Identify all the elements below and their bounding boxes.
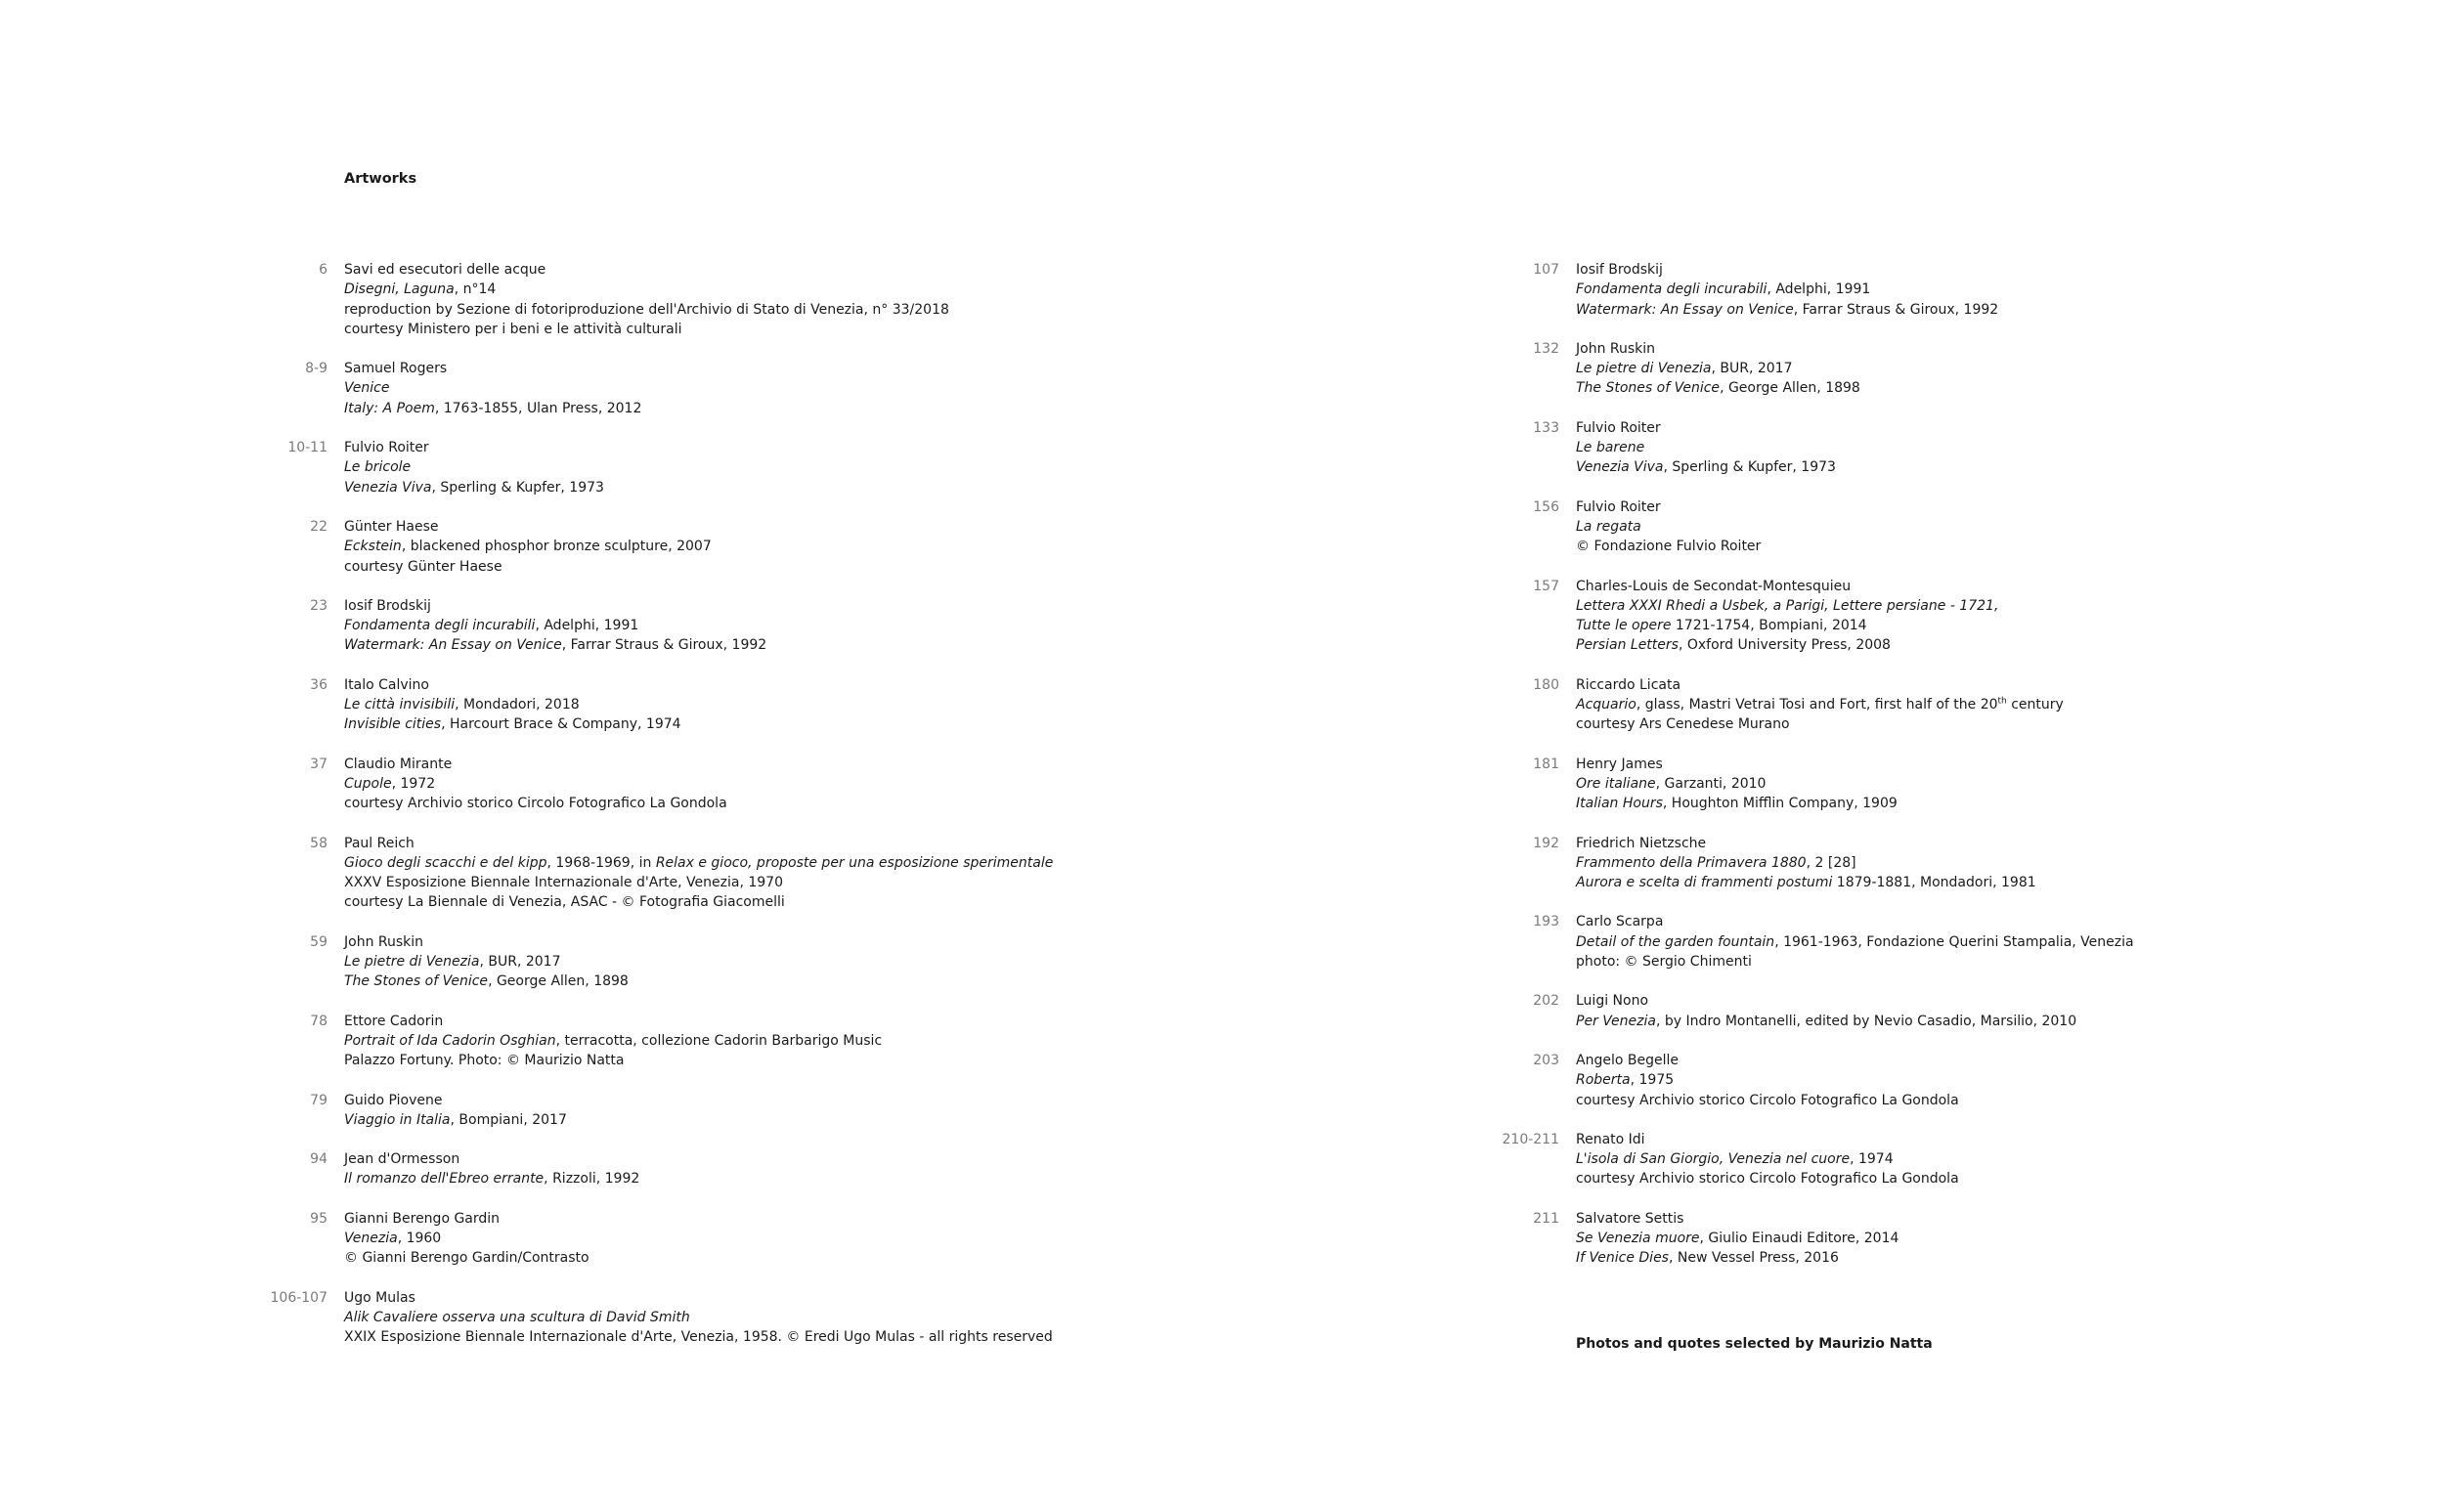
artwork-detail [1576, 932, 2134, 952]
text-segment: , Farrar Straus & Giroux, 1992 [561, 637, 767, 654]
artwork-entry [310, 517, 1053, 577]
artist-name [344, 834, 1053, 853]
artwork-detail [1576, 794, 2134, 813]
artwork-detail [344, 1110, 1053, 1130]
text-segment: photo: © Sergio Chimenti [1576, 954, 1752, 971]
artwork-entry [1502, 1130, 2134, 1189]
text-segment: , n°14 [454, 281, 497, 298]
artwork-detail [1576, 537, 2134, 556]
text-segment: , George Allen, 1898 [1720, 380, 1860, 397]
work-title: Persian Letters [1576, 637, 1679, 654]
artist-name [344, 1209, 1053, 1229]
artwork-detail [344, 616, 1053, 635]
text-segment: Friedrich Nietzsche [1576, 835, 1707, 851]
artist-name [344, 1149, 1053, 1169]
text-segment: Renato Idi [1576, 1131, 1645, 1147]
artist-name [1576, 755, 2134, 774]
artist-name [344, 1288, 1053, 1308]
work-title: Fondamenta degli incurabili [1576, 281, 1768, 298]
page-number: 94 [310, 1151, 327, 1168]
text-segment: , Farrar Straus & Giroux, 1992 [1793, 301, 1999, 318]
text-segment: John Ruskin [344, 933, 424, 950]
text-segment: Fulvio Roiter [1576, 498, 1661, 515]
work-title: If Venice Dies [1576, 1250, 1669, 1267]
text-segment: , Sperling & Kupfer, 1973 [1663, 459, 1836, 476]
work-title: Acquario [1576, 697, 1637, 713]
artwork-detail [344, 892, 1053, 912]
text-segment: , 1961-1963, Fondazione Querini Stampalia, Venezia [1774, 933, 2134, 950]
work-title: Le pietre di Venezia [1576, 361, 1712, 377]
artist-name [344, 359, 1053, 378]
text-segment: John Ruskin [1576, 340, 1656, 357]
page-number: 193 [1533, 914, 1559, 930]
artwork-detail [344, 952, 1053, 972]
artwork-detail [1576, 853, 2134, 873]
work-title: Cupole [344, 775, 392, 792]
artwork-detail [1576, 873, 2134, 892]
artwork-detail [344, 714, 1053, 734]
text-segment: , Mondadori, 2018 [455, 697, 580, 713]
page-number: 95 [310, 1210, 327, 1227]
work-title: Eckstein [344, 539, 402, 555]
artwork-entry [1533, 834, 2134, 893]
text-segment: Iosif Brodskij [1576, 262, 1663, 278]
work-title: Viaggio in Italia [344, 1111, 451, 1128]
artwork-detail [344, 1229, 1053, 1248]
artist-name [1576, 260, 2134, 280]
text-segment: XXXV Esposizione Biennale Internazionale d'Arte, Venezia, 1970 [344, 875, 783, 891]
artwork-detail [344, 378, 1053, 398]
page-title: Artworks [344, 171, 417, 187]
artwork-detail [344, 478, 1053, 497]
text-segment: courtesy Ars Cenedese Murano [1576, 716, 1790, 733]
text-segment: Ettore Cadorin [344, 1013, 444, 1029]
artwork-detail [344, 399, 1053, 418]
page-number: 133 [1533, 419, 1559, 436]
artwork-detail [344, 1169, 1053, 1188]
work-title: Per Venezia [1576, 1013, 1656, 1029]
artwork-entry [270, 1288, 1053, 1348]
text-segment: , New Vessel Press, 2016 [1668, 1250, 1839, 1267]
artwork-detail [1576, 1149, 2134, 1169]
text-segment: Luigi Nono [1576, 993, 1649, 1010]
text-segment: , terracotta, collezione Cadorin Barbarigo Music [555, 1032, 883, 1049]
artwork-entry [1533, 497, 2134, 557]
artwork-detail [1576, 300, 2134, 320]
text-segment: Fulvio Roiter [1576, 419, 1661, 436]
page-number: 36 [310, 676, 327, 693]
artworks-column-right [1502, 260, 2134, 1288]
text-segment: , 1960 [397, 1230, 442, 1246]
text-segment: , Houghton Mifflin Company, 1909 [1662, 796, 1898, 812]
text-segment: Jean d'Ormesson [344, 1151, 460, 1168]
work-title: Relax e gioco, proposte per una esposizione sperimentale [655, 854, 1054, 871]
page-number: 8-9 [305, 361, 327, 377]
page-number: 58 [310, 835, 327, 851]
work-title: Le bricole [344, 459, 412, 476]
work-title: Tutte le opere [1576, 618, 1672, 634]
text-segment: , 1975 [1630, 1072, 1675, 1089]
artwork-detail [1576, 1169, 2134, 1188]
work-title: Venezia Viva [344, 479, 432, 496]
work-title: Venice [344, 380, 390, 397]
text-segment: Charles-Louis de Secondat-Montesquieu [1576, 578, 1852, 594]
page-number: 59 [310, 933, 327, 950]
page-number: 22 [310, 518, 327, 535]
page-number: 157 [1533, 578, 1559, 594]
work-title: Disegni, Laguna [344, 281, 455, 298]
text-segment: reproduction by Sezione di fotoriproduzione dell'Archivio di Stato di Venezia, n° 33/2018 [344, 301, 949, 318]
artist-name [344, 1091, 1053, 1110]
page-number: 106-107 [270, 1289, 327, 1306]
artwork-entry [310, 596, 1053, 656]
text-segment: , Adelphi, 1991 [535, 618, 639, 634]
page-number: 78 [310, 1013, 327, 1029]
work-title: Invisible cities [344, 716, 442, 733]
artwork-detail [1576, 457, 2134, 477]
text-segment: , by Indro Montanelli, edited by Nevio Casadio, Marsilio, 2010 [1655, 1013, 2077, 1029]
work-title: Alik Cavaliere osserva una scultura di David Smith [344, 1309, 690, 1325]
page-number: 180 [1533, 676, 1559, 693]
text-segment: Paul Reich [344, 835, 415, 851]
work-title: Le pietre di Venezia [344, 954, 480, 971]
work-title: Italy: A Poem [344, 400, 435, 416]
text-segment: Fulvio Roiter [344, 440, 429, 456]
artwork-entry [305, 359, 1053, 418]
text-segment: , 1763-1855, Ulan Press, 2012 [434, 400, 642, 416]
work-title: Portrait of Ida Cadorin Osghian [344, 1032, 556, 1049]
artwork-entry [310, 1209, 1053, 1269]
text-segment: , glass, Mastri Vetrai Tosi and Fort, first half of the 20 [1636, 697, 1998, 713]
work-title: Se Venezia muore [1576, 1230, 1700, 1246]
artwork-detail [344, 1051, 1053, 1070]
text-segment: Carlo Scarpa [1576, 914, 1664, 930]
artwork-entry [1533, 260, 2134, 320]
text-segment: , BUR, 2017 [479, 954, 561, 971]
page-number: 79 [310, 1092, 327, 1108]
artwork-detail [344, 1031, 1053, 1051]
artist-name [344, 596, 1053, 616]
text-segment: © Gianni Berengo Gardin/Contrasto [344, 1250, 589, 1267]
page-number: 132 [1533, 340, 1559, 357]
artwork-entry [310, 755, 1053, 814]
text-segment: Henry James [1576, 756, 1663, 772]
work-title: Le città invisibili [344, 697, 456, 713]
text-segment: Iosif Brodskij [344, 597, 431, 614]
work-title: Watermark: An Essay on Venice [1576, 301, 1794, 318]
artwork-detail [344, 794, 1053, 813]
artwork-detail [1576, 1248, 2134, 1268]
text-segment: © Fondazione Fulvio Roiter [1576, 539, 1762, 555]
artist-name [344, 517, 1053, 537]
work-title: Fondamenta degli incurabili [344, 618, 536, 634]
artwork-detail [1576, 517, 2134, 537]
artwork-detail [344, 537, 1053, 556]
artwork-entry [1533, 675, 2134, 735]
artwork-detail [344, 695, 1053, 714]
work-title: Roberta [1576, 1072, 1631, 1089]
artwork-entry [310, 1012, 1053, 1071]
page-number: 156 [1533, 498, 1559, 515]
text-segment: , Adelphi, 1991 [1767, 281, 1871, 298]
artwork-entry [310, 1149, 1053, 1189]
page-number: 107 [1533, 262, 1559, 278]
work-title: Venezia Viva [1576, 459, 1664, 476]
work-title: Detail of the garden fountain [1576, 933, 1775, 950]
artwork-detail [1576, 596, 2134, 616]
work-title: Watermark: An Essay on Venice [344, 637, 562, 654]
artist-name [1576, 339, 2134, 359]
text-segment: , Oxford University Press, 2008 [1678, 637, 1891, 654]
page-number: 202 [1533, 993, 1559, 1010]
artist-name [344, 1012, 1053, 1031]
text-segment: Guido Piovene [344, 1092, 443, 1108]
artwork-entry [310, 932, 1053, 992]
page-number: 192 [1533, 835, 1559, 851]
work-title: Ore italiane [1576, 775, 1656, 792]
page-number: 211 [1533, 1210, 1559, 1227]
text-segment: Günter Haese [344, 518, 439, 535]
artwork-detail [1576, 1070, 2134, 1090]
artwork-entry [287, 438, 1053, 497]
text-segment: , George Allen, 1898 [488, 973, 629, 990]
text-segment: courtesy Günter Haese [344, 558, 502, 575]
artist-name [1576, 418, 2134, 438]
text-segment: , blackened phosphor bronze sculpture, 2007 [401, 539, 712, 555]
artwork-detail [1576, 1091, 2134, 1110]
text-segment: , BUR, 2017 [1711, 361, 1793, 377]
artwork-detail [344, 972, 1053, 991]
artwork-detail [1576, 952, 2134, 972]
artist-name [1576, 834, 2134, 853]
text-segment: Palazzo Fortuny. Photo: © Maurizio Natta [344, 1053, 625, 1069]
artwork-entry [310, 834, 1054, 913]
artwork-entry [319, 260, 1053, 339]
text-segment: Samuel Rogers [344, 361, 448, 377]
artwork-detail [1576, 359, 2134, 378]
artwork-detail [344, 457, 1053, 477]
text-segment: XXIX Esposizione Biennale Internazionale d'Arte, Venezia, 1958. © Eredi Ugo Mulas - all rights reserved [344, 1329, 1053, 1346]
text-segment: courtesy Archivio storico Circolo Fotografico La Gondola [344, 796, 727, 812]
artwork-entry [1533, 755, 2134, 814]
artwork-entry [310, 675, 1053, 735]
artist-name [1576, 1130, 2134, 1149]
artwork-detail [1576, 635, 2134, 655]
artwork-entry [1533, 577, 2134, 656]
artwork-detail [344, 1308, 1053, 1327]
text-segment: Riccardo Licata [1576, 676, 1681, 693]
work-title: Aurora e scelta di frammenti postumi [1576, 875, 1833, 891]
selection-credit: Photos and quotes selected by Maurizio Natta [1576, 1336, 1933, 1352]
artwork-detail [344, 280, 1053, 299]
work-title: Venezia [344, 1230, 398, 1246]
text-segment: Salvatore Settis [1576, 1210, 1684, 1227]
artwork-detail [344, 774, 1053, 794]
artwork-detail [1576, 280, 2134, 299]
artwork-detail [1576, 616, 2134, 635]
text-segment: , Garzanti, 2010 [1655, 775, 1767, 792]
work-title: The Stones of Venice [344, 973, 489, 990]
text-segment: , Bompiani, 2017 [450, 1111, 567, 1128]
page-number: 37 [310, 756, 327, 772]
artwork-detail [344, 300, 1053, 320]
text-segment: courtesy Ministero per i beni e le attività culturali [344, 321, 682, 337]
text-segment: 1879-1881, Mondadori, 1981 [1832, 875, 2036, 891]
artist-name [1576, 912, 2134, 931]
artwork-detail [344, 320, 1053, 339]
text-segment: , 2 [28] [1806, 854, 1856, 871]
text-segment: , Giulio Einaudi Editore, 2014 [1699, 1230, 1899, 1246]
artwork-detail [344, 1248, 1053, 1268]
artwork-detail [1576, 695, 2134, 714]
artwork-entry [1533, 1051, 2134, 1110]
text-segment: Claudio Mirante [344, 756, 453, 772]
artist-name [344, 675, 1053, 695]
work-title: Le barene [1576, 440, 1645, 456]
text-segment: , 1972 [391, 775, 436, 792]
artwork-detail [1576, 378, 2134, 398]
work-title: La regata [1576, 518, 1641, 535]
artwork-entry [1533, 991, 2134, 1031]
artwork-entry [1533, 912, 2134, 972]
text-segment: , Rizzoli, 1992 [544, 1171, 640, 1188]
artist-name [344, 932, 1053, 952]
artwork-detail [344, 873, 1053, 892]
page-number: 210-211 [1502, 1131, 1559, 1147]
artwork-detail [1576, 714, 2134, 734]
text-segment: , Harcourt Brace & Company, 1974 [441, 716, 681, 733]
page-number: 203 [1533, 1052, 1559, 1068]
text-segment: courtesy Archivio storico Circolo Fotografico La Gondola [1576, 1171, 1959, 1188]
artwork-entry [1533, 339, 2134, 399]
artwork-detail [1576, 1012, 2134, 1031]
artwork-detail [1576, 1229, 2134, 1248]
artist-name [1576, 1051, 2134, 1070]
artwork-detail [1576, 774, 2134, 794]
artist-name [1576, 1209, 2134, 1229]
artwork-detail [344, 1327, 1053, 1347]
work-title: The Stones of Venice [1576, 380, 1721, 397]
page-number: 181 [1533, 756, 1559, 772]
work-title: Lettera XXXI Rhedi a Usbek, a Parigi, Lettere persiane - 1721, [1576, 597, 1999, 614]
text-segment: , 1974 [1850, 1151, 1894, 1168]
text-segment: th [1997, 696, 2007, 707]
text-segment: courtesy La Biennale di Venezia, ASAC - © Fotografia Giacomelli [344, 894, 785, 911]
page-number: 10-11 [287, 440, 327, 456]
page-number: 23 [310, 597, 327, 614]
artwork-entry [1533, 418, 2134, 478]
text-segment: Ugo Mulas [344, 1289, 415, 1306]
work-title: Gioco degli scacchi e del kipp [344, 854, 547, 871]
text-segment: century [2006, 697, 2064, 713]
artist-name [1576, 675, 2134, 695]
artworks-column-left [270, 260, 1054, 1366]
text-segment: , Sperling & Kupfer, 1973 [431, 479, 604, 496]
work-title: Frammento della Primavera 1880 [1576, 854, 1807, 871]
artist-name [1576, 497, 2134, 517]
artwork-entry [310, 1091, 1053, 1131]
artist-name [1576, 577, 2134, 596]
artwork-detail [344, 853, 1053, 873]
work-title: L'isola di San Giorgio, Venezia nel cuore [1576, 1151, 1851, 1168]
page-number: 6 [319, 262, 327, 278]
text-segment: Savi ed esecutori delle acque [344, 262, 546, 278]
artist-name [344, 755, 1053, 774]
text-segment: 1721-1754, Bompiani, 2014 [1671, 618, 1867, 634]
text-segment: courtesy Archivio storico Circolo Fotografico La Gondola [1576, 1092, 1959, 1108]
text-segment: Angelo Begelle [1576, 1052, 1679, 1068]
artist-name [344, 438, 1053, 457]
artist-name [1576, 991, 2134, 1011]
artist-name [344, 260, 1053, 280]
work-title: Il romanzo dell'Ebreo errante [344, 1171, 545, 1188]
artwork-detail [1576, 438, 2134, 457]
artwork-entry [1533, 1209, 2134, 1269]
artwork-detail [344, 635, 1053, 655]
work-title: Italian Hours [1576, 796, 1663, 812]
text-segment: Italo Calvino [344, 676, 429, 693]
text-segment: , 1968-1969, in [546, 854, 656, 871]
artwork-detail [344, 557, 1053, 577]
text-segment: Gianni Berengo Gardin [344, 1210, 501, 1227]
